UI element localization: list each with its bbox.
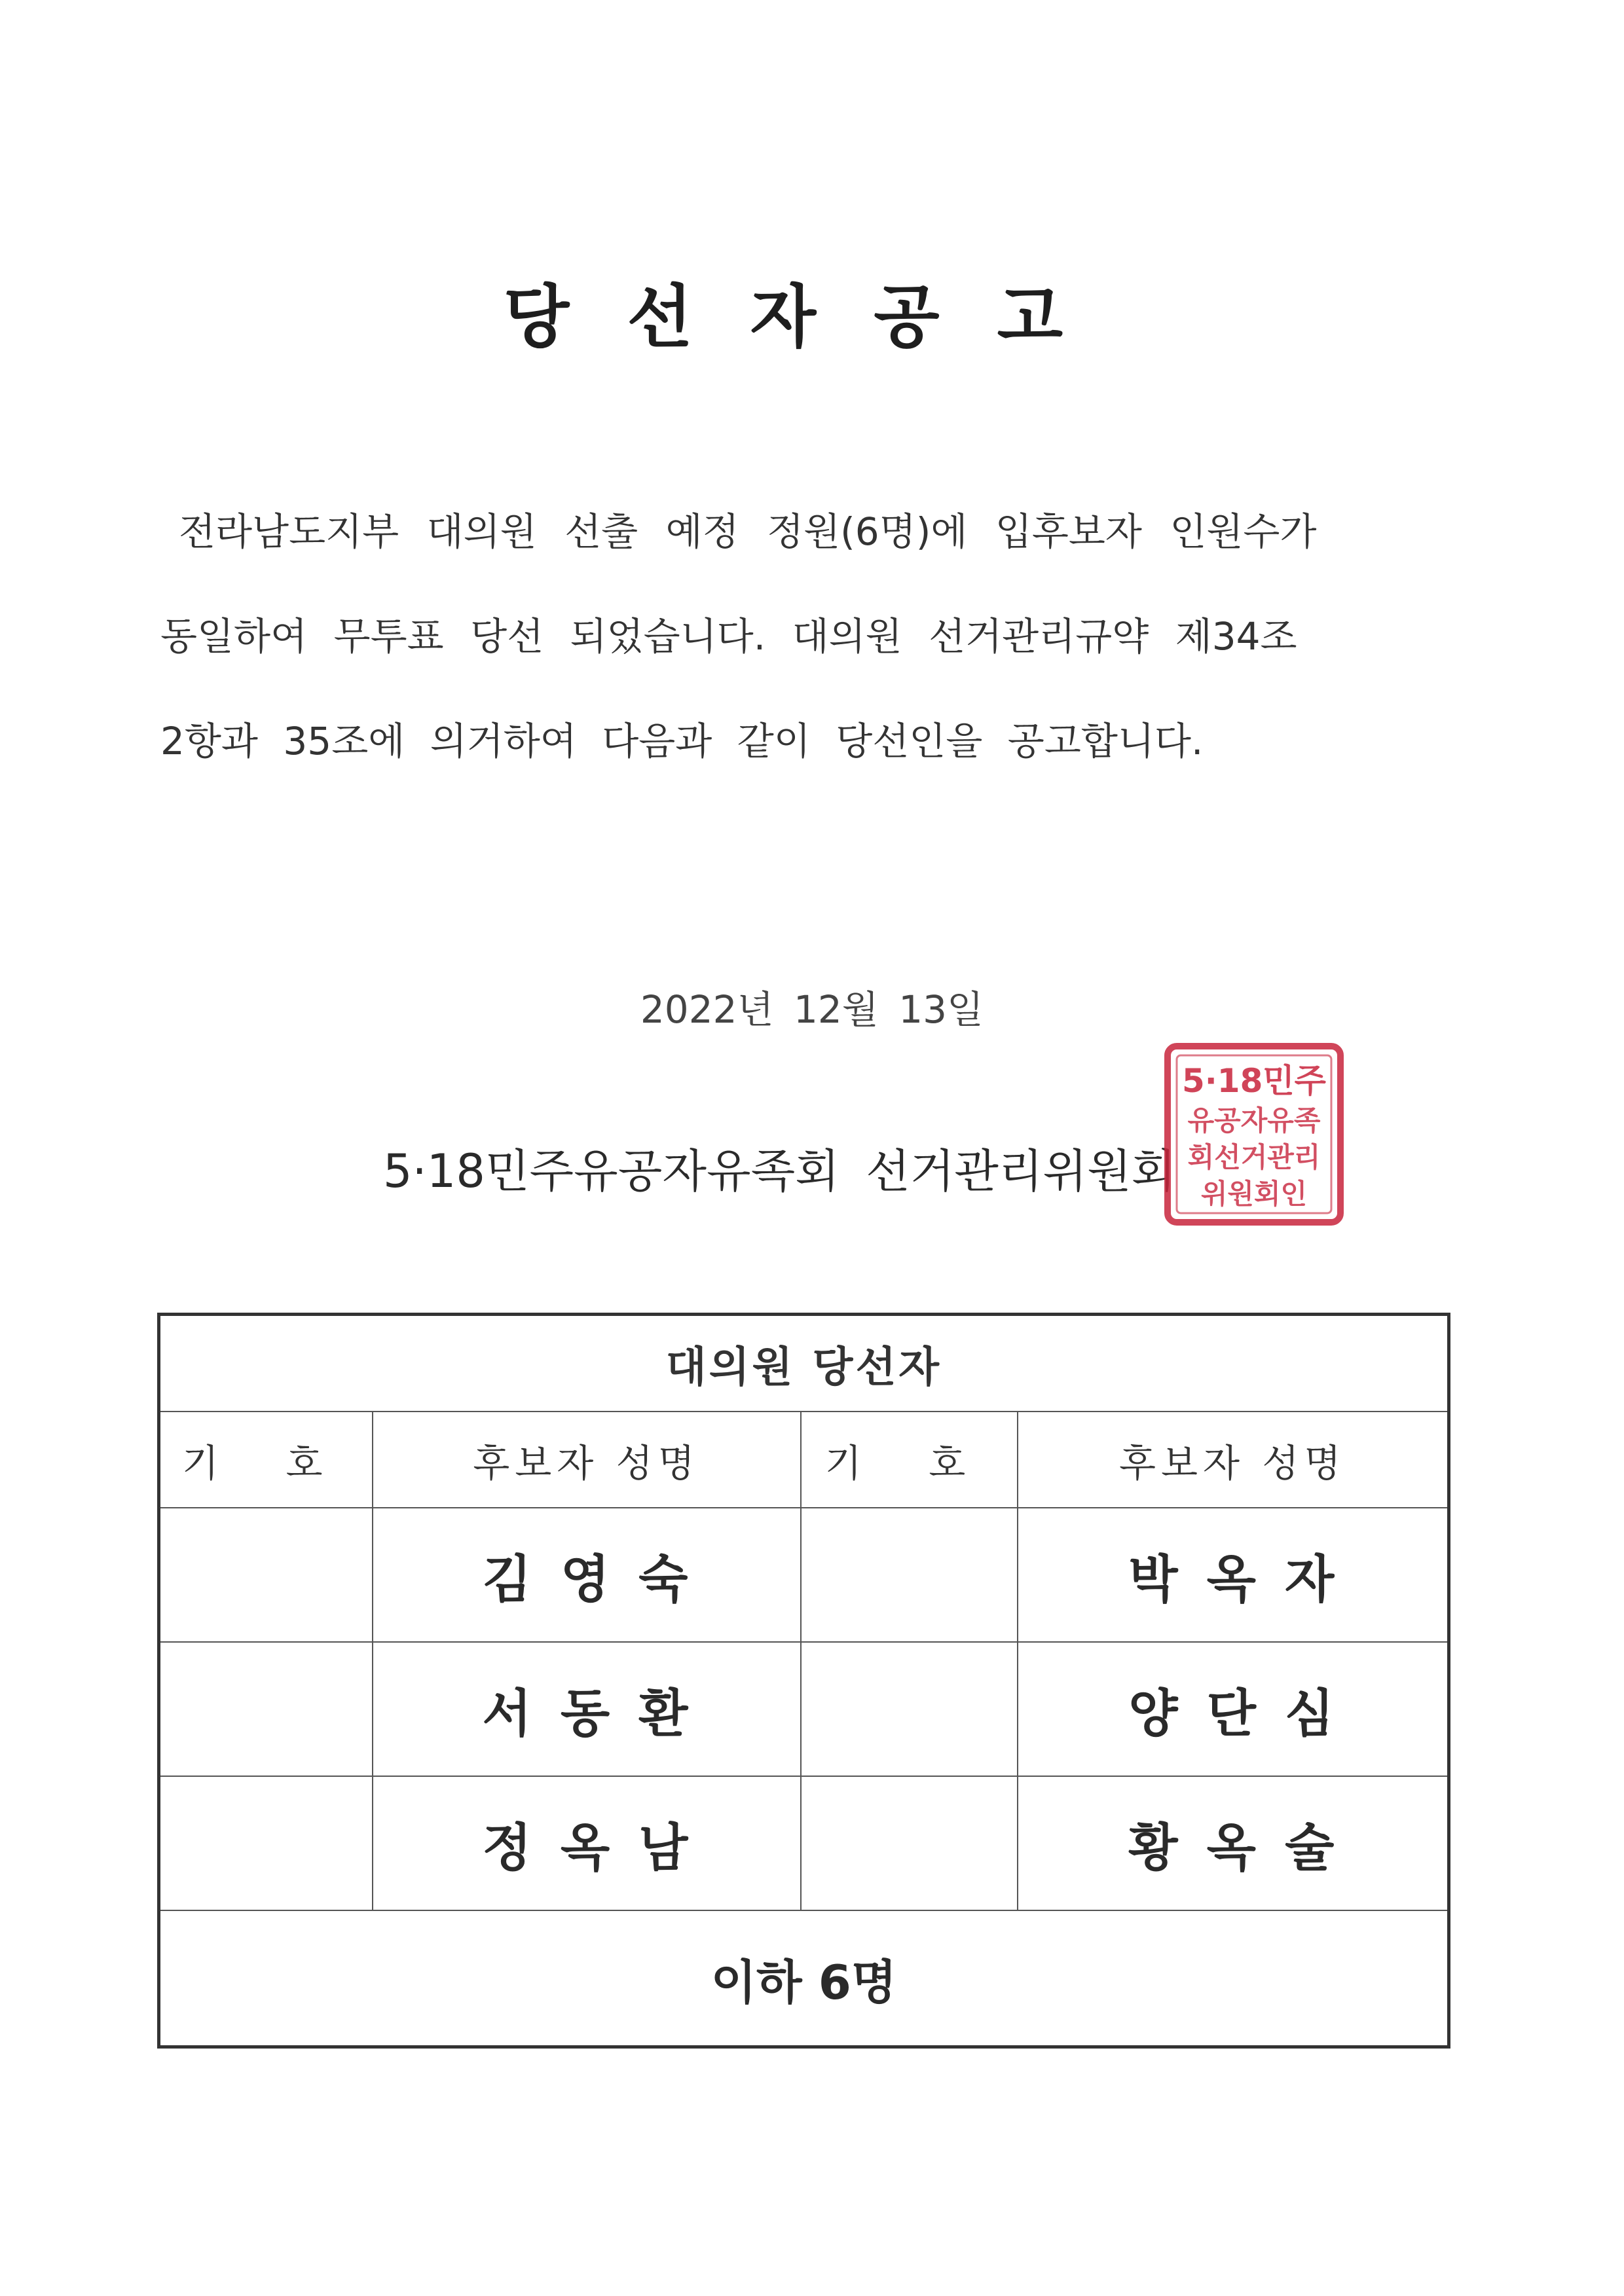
candidate-name-cell: 박옥자	[1018, 1508, 1449, 1642]
official-seal-stamp	[1162, 1041, 1346, 1228]
candidate-name-cell: 양단심	[1018, 1642, 1449, 1776]
organization-name: 5·18민주유공자유족회 선거관리위원회	[383, 1144, 1176, 1198]
candidate-number-cell	[159, 1776, 373, 1910]
table-row	[159, 1508, 1449, 1642]
body-line-3: 2항과 35조에 의거하여 다음과 같이 당선인을 공고합니다.	[160, 719, 1204, 763]
column-header-number: 기 호	[801, 1412, 1018, 1508]
column-header-name: 후보자 성명	[1018, 1412, 1449, 1508]
svg-text:회선거관리: 회선거관리	[1187, 1141, 1321, 1173]
candidate-name-cell: 황옥술	[1018, 1776, 1449, 1910]
candidate-number-cell	[159, 1642, 373, 1776]
candidate-number-cell	[159, 1508, 373, 1642]
table-row	[159, 1776, 1449, 1910]
candidate-name-cell: 서동환	[373, 1642, 801, 1776]
table-footer-total: 이하 6명	[159, 1910, 1449, 2047]
document-title: 당선자공고	[503, 277, 1121, 357]
candidate-name-cell: 김영숙	[373, 1508, 801, 1642]
elected-delegates-table	[157, 1313, 1450, 2049]
table-heading: 대의원 당선자	[159, 1315, 1449, 1412]
candidate-number-cell	[801, 1642, 1018, 1776]
svg-text:유공자유족: 유공자유족	[1187, 1104, 1321, 1137]
body-line-1: 전라남도지부 대의원 선출 예정 정원(6명)에 입후보자 인원수가	[179, 509, 1317, 554]
body-line-2: 동일하여 무투표 당선 되었습니다. 대의원 선거관리규약 제34조	[160, 614, 1297, 659]
column-header-number: 기 호	[159, 1412, 373, 1508]
svg-text:5·18민주: 5·18민주	[1182, 1062, 1326, 1100]
candidate-number-cell	[801, 1776, 1018, 1910]
announcement-date: 2022년 12월 13일	[640, 987, 984, 1032]
column-header-name: 후보자 성명	[373, 1412, 801, 1508]
candidate-number-cell	[801, 1508, 1018, 1642]
candidate-name-cell: 정옥남	[373, 1776, 801, 1910]
table-row	[159, 1642, 1449, 1776]
svg-text:위원회인: 위원회인	[1200, 1178, 1308, 1210]
